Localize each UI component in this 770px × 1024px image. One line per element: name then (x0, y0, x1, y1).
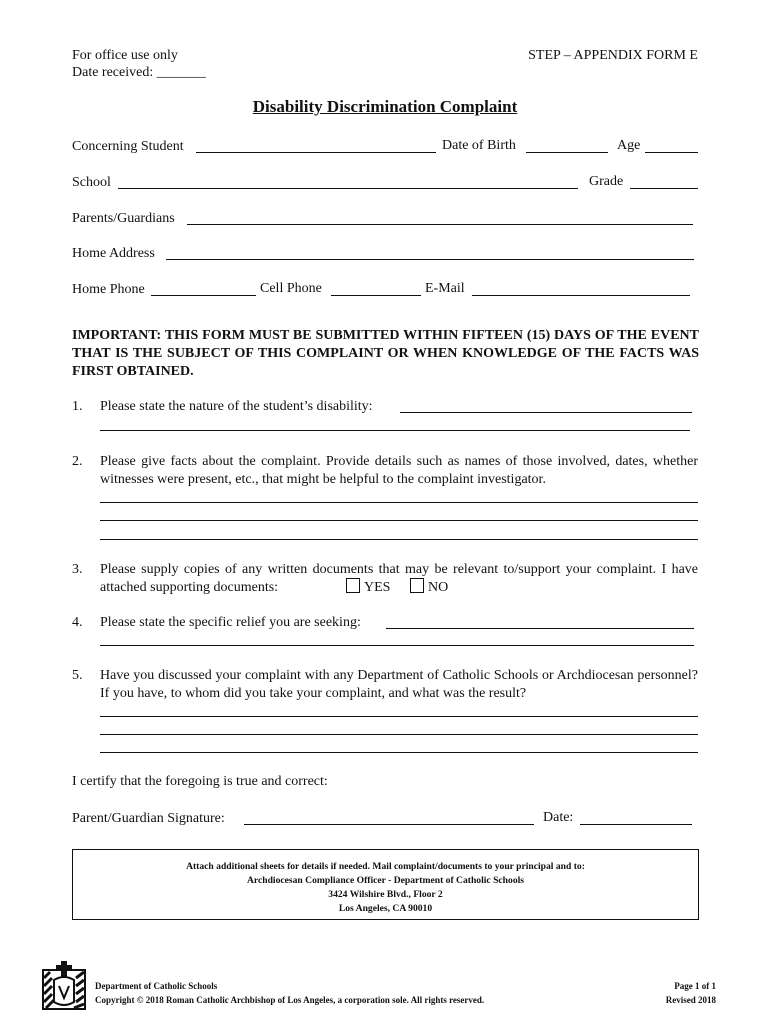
question-number: 5. (72, 668, 83, 683)
yes-label: YES (364, 580, 391, 595)
office-use-label: For office use only (72, 48, 178, 63)
footer-department: Department of Catholic Schools (95, 981, 218, 991)
home-phone-label: Home Phone (72, 282, 145, 297)
question-number: 2. (72, 454, 83, 469)
parents-field[interactable] (187, 224, 693, 225)
answer-line[interactable] (100, 734, 698, 735)
question-4 (72, 614, 698, 634)
question-text: Please state the nature of the student’s disability: (100, 399, 373, 414)
concerning-student-label: Concerning Student (72, 139, 184, 154)
footer-page: Page 1 of 1 (674, 981, 716, 991)
concerning-student-row (72, 138, 184, 156)
mail-line-3: 3424 Wilshire Blvd., Floor 2 (328, 889, 443, 900)
archdiocese-seal-logo-icon (42, 960, 86, 1010)
age-field[interactable] (645, 152, 698, 153)
mail-line-1: Attach additional sheets for details if needed. Mail complaint/documents to your principal and to: (186, 861, 585, 872)
date-of-birth-label: Date of Birth (442, 138, 516, 153)
question-2 (72, 453, 698, 493)
no-label: NO (428, 580, 449, 595)
concerning-student-field[interactable] (196, 152, 436, 153)
answer-line[interactable] (100, 430, 690, 431)
email-label: E-Mail (425, 281, 465, 296)
mail-instructions-box (72, 849, 699, 920)
cell-phone-label: Cell Phone (260, 281, 322, 296)
question-1 (72, 398, 698, 434)
grade-label: Grade (589, 174, 624, 189)
cell-phone-field[interactable] (331, 295, 421, 296)
date-of-birth-field[interactable] (526, 152, 608, 153)
signature-field[interactable] (244, 824, 534, 825)
grade-field[interactable] (630, 188, 698, 189)
question-number: 3. (72, 562, 83, 577)
page-title: Disability Discrimination Complaint (252, 97, 518, 116)
home-phone-field[interactable] (151, 295, 256, 296)
answer-line[interactable] (100, 645, 694, 646)
age-label: Age (617, 138, 641, 153)
school-label: School (72, 175, 111, 190)
answer-line[interactable] (100, 520, 698, 521)
no-option[interactable] (410, 578, 448, 596)
question-text: Please state the specific relief you are seeking: (100, 615, 361, 630)
parents-label: Parents/Guardians (72, 211, 175, 226)
question-text: Please supply copies of any written documents that may be relevant to/support your complaint. I have attached supporting documents: (100, 562, 698, 595)
date-received-label: Date received: _______ (72, 65, 206, 80)
no-checkbox[interactable] (410, 578, 424, 593)
important-notice: IMPORTANT: THIS FORM MUST BE SUBMITTED WITHIN FIFTEEN (15) DAYS OF THE EVENT THAT IS THE SUBJECT OF THIS COMPLAINT OR WHEN KNOWLEDGE OF THE FACTS WAS FIRST OBTAINED. (72, 328, 699, 379)
question-5 (72, 667, 698, 707)
question-text: Have you discussed your complaint with any Department of Catholic Schools or Archdiocesan personnel? If you have, to whom did you take your complaint, and what was the result? (100, 668, 698, 701)
yes-option[interactable] (346, 578, 390, 596)
question-number: 4. (72, 615, 83, 630)
home-address-label: Home Address (72, 246, 155, 261)
answer-line[interactable] (100, 716, 698, 717)
home-address-field[interactable] (166, 259, 694, 260)
certify-text: I certify that the foregoing is true and correct: (72, 774, 328, 789)
footer-copyright: Copyright © 2018 Roman Catholic Archbishop of Los Angeles, a corporation sole. All rights reserved. (95, 995, 485, 1005)
answer-line[interactable] (400, 412, 692, 413)
school-field[interactable] (118, 188, 578, 189)
mail-line-4: Los Angeles, CA 90010 (338, 903, 433, 914)
question-number: 1. (72, 399, 83, 414)
answer-line[interactable] (100, 539, 698, 540)
email-field[interactable] (472, 295, 690, 296)
answer-line[interactable] (100, 502, 698, 503)
signature-date-field[interactable] (580, 824, 692, 825)
footer-revised: Revised 2018 (665, 995, 716, 1005)
question-text: Please give facts about the complaint. Provide details such as names of those involved, dates, whether witnesses were present, etc., that might be helpful to the complaint investigator. (100, 454, 698, 487)
mail-line-2: Archdiocesan Compliance Officer - Department of Catholic Schools (246, 875, 525, 886)
yes-checkbox[interactable] (346, 578, 360, 593)
answer-line[interactable] (100, 752, 698, 753)
form-id: STEP – APPENDIX FORM E (528, 48, 698, 63)
answer-line[interactable] (386, 628, 694, 629)
signature-label: Parent/Guardian Signature: (72, 811, 225, 826)
date-label: Date: (543, 810, 574, 825)
